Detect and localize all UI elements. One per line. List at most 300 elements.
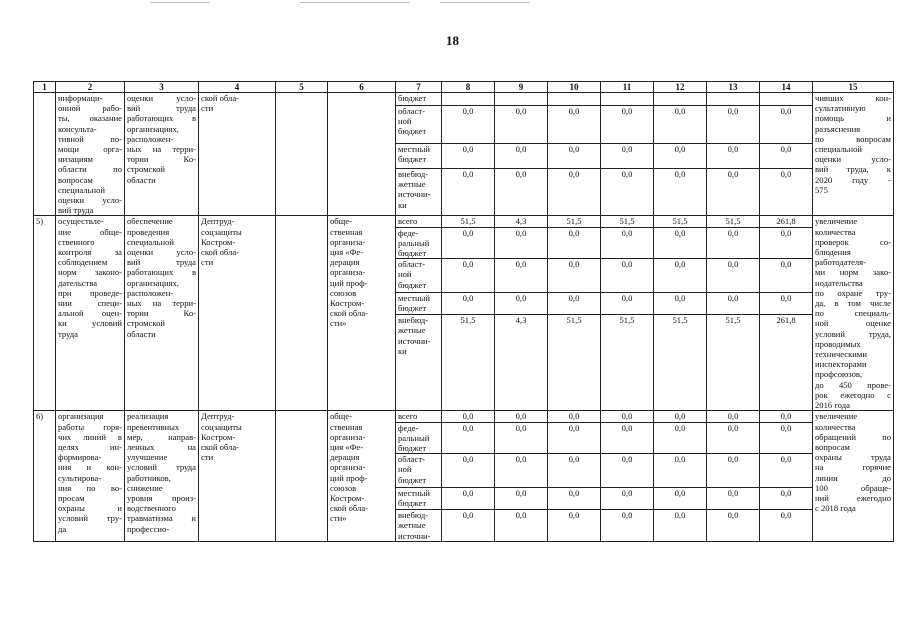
column-header-9: 9 (495, 82, 548, 93)
funding-source (396, 259, 442, 293)
amount-cell: 0,0 (548, 411, 601, 422)
content-cell-line: ных на терри- (127, 298, 196, 309)
page-number: 18 (446, 33, 459, 48)
row-number: 6) (34, 411, 56, 541)
page-top-rule (440, 2, 530, 3)
amount-cell: 0,0 (707, 227, 760, 259)
amount-cell: 0,0 (760, 510, 813, 542)
amount-cell: 0,0 (548, 169, 601, 216)
amount-cell (760, 93, 813, 106)
funding-source-line: феде- (398, 227, 419, 238)
amount-cell: 0,0 (654, 454, 707, 488)
funding-source-line: местный (398, 293, 431, 304)
content-cell-line: оценки усло- (127, 247, 196, 258)
measure-cell-line: вий труда (58, 205, 94, 216)
funding-source (396, 293, 442, 315)
measure-cell (56, 411, 125, 541)
measure-cell-line: нии специ- (58, 298, 122, 309)
content-cell-line: реализация (127, 411, 169, 422)
amount-cell: 0,0 (548, 510, 601, 542)
executor-cell-line: Дептруд- (201, 411, 235, 422)
funding-source (396, 315, 442, 411)
result-cell-line: да, в том числе (815, 298, 891, 309)
empty-cell (276, 93, 328, 216)
row-number (34, 93, 56, 216)
amount-cell: 0,0 (548, 259, 601, 293)
measure-cell-line: оценки усло- (58, 195, 122, 206)
column-number-row (34, 82, 894, 93)
funding-source (396, 144, 442, 169)
measure-cell-line: специальной (58, 184, 106, 195)
partners-cell (328, 216, 396, 411)
measure-cell-line: вопросам (58, 174, 93, 185)
partners-cell-line: ций проф- (330, 277, 368, 288)
measure-cell-line: норм законо- (58, 267, 122, 278)
table-row (34, 93, 894, 106)
partners-cell-line: ственная (330, 421, 363, 432)
funding-source-line: феде- (398, 422, 419, 433)
amount-cell: 51,5 (442, 216, 495, 227)
content-cell-line: ленных на (127, 441, 196, 452)
result-cell-line: 100 обраще- (815, 482, 891, 493)
result-cell-line: по охране тру- (815, 287, 891, 298)
result-cell-line: условий труда, (815, 328, 891, 339)
amount-cell: 0,0 (601, 422, 654, 454)
partners-cell-line: Костром- (330, 298, 365, 309)
executor-cell (199, 216, 276, 411)
content-cell-line: водственного (127, 503, 176, 514)
amount-cell: 51,5 (707, 216, 760, 227)
amount-cell: 0,0 (707, 169, 760, 216)
amount-cell: 0,0 (654, 169, 707, 216)
empty-cell (276, 216, 328, 411)
result-cell-line: по специаль- (815, 308, 891, 319)
content-cell-line: работников, (127, 472, 171, 483)
amount-cell: 51,5 (442, 315, 495, 411)
partners-cell-line: организа- (330, 236, 366, 247)
amount-cell: 0,0 (548, 227, 601, 259)
amount-cell: 0,0 (495, 510, 548, 542)
funding-source-line: ральный (398, 237, 430, 248)
measure-cell-line: охраны и (58, 503, 122, 514)
amount-cell: 0,0 (495, 105, 548, 143)
partners-cell-line: союзов (330, 287, 357, 298)
measure-cell-line: мощи орга- (58, 144, 122, 155)
amount-cell: 0,0 (442, 488, 495, 510)
partners-cell-line: союзов (330, 482, 357, 493)
result-cell-line: ми норм зако- (815, 267, 891, 278)
amount-cell: 0,0 (760, 422, 813, 454)
funding-source-line: област- (398, 259, 425, 270)
content-cell-line: профессио- (127, 523, 170, 534)
amount-cell: 0,0 (601, 411, 654, 422)
empty-cell (276, 411, 328, 541)
amount-cell: 0,0 (442, 293, 495, 315)
executor-cell-line: ской обла- (201, 247, 240, 258)
amount-cell: 51,5 (707, 315, 760, 411)
measure-cell-line: онной рабо- (58, 103, 122, 114)
table-row (34, 216, 894, 227)
executor-cell-line: Дептруд- (201, 216, 235, 227)
content-cell-line: вий труда (127, 257, 196, 268)
amount-cell: 0,0 (760, 169, 813, 216)
measure-cell-line: формирова- (58, 452, 102, 463)
content-cell-line: снижение (127, 482, 163, 493)
result-cell-line: ний ежегодно (815, 492, 891, 503)
amount-cell: 0,0 (760, 411, 813, 422)
measure-cell-line: низациям (58, 154, 93, 165)
executor-cell-line: Костром- (201, 431, 236, 442)
partners-cell-line: ской обла- (330, 308, 369, 319)
funding-source (396, 216, 442, 227)
measure-cell-line: контроля за (58, 247, 122, 258)
partners-cell-line: организа- (330, 462, 366, 473)
amount-cell: 0,0 (760, 227, 813, 259)
amount-cell: 0,0 (495, 169, 548, 216)
funding-source-line: всего (398, 216, 418, 227)
funding-source-line: бюджет (398, 93, 427, 103)
amount-cell: 0,0 (654, 144, 707, 169)
executor-cell-line: соцзащиты (201, 421, 242, 432)
content-cell-line: расположен- (127, 133, 174, 144)
table-row (34, 411, 894, 422)
content-cell-line: работающих в (127, 113, 196, 124)
measure-cell-line: сультирова- (58, 472, 102, 483)
amount-cell: 0,0 (442, 422, 495, 454)
funding-source (396, 227, 442, 259)
funding-source-line: ки (398, 345, 407, 356)
funding-source-line: ки (398, 199, 407, 210)
amount-cell: 0,0 (654, 105, 707, 143)
amount-cell: 0,0 (654, 488, 707, 510)
amount-cell: 0,0 (760, 488, 813, 510)
funding-source-line: внебюд- (398, 169, 429, 180)
amount-cell: 0,0 (548, 293, 601, 315)
column-header-8: 8 (442, 82, 495, 93)
amount-cell: 0,0 (442, 105, 495, 143)
measure-cell-line: дательства (58, 277, 98, 288)
amount-cell: 0,0 (601, 454, 654, 488)
column-header-3: 3 (125, 82, 199, 93)
funding-source-line: источни- (398, 335, 431, 346)
content-cell (125, 93, 199, 216)
amount-cell: 51,5 (601, 216, 654, 227)
partners-cell-line: ция «Фе- (330, 441, 364, 452)
funding-source-line: внебюд- (398, 510, 429, 521)
amount-cell: 0,0 (654, 259, 707, 293)
funding-source-line: ной (398, 115, 412, 126)
amount-cell: 0,0 (442, 227, 495, 259)
content-cell-line: стромской (127, 164, 165, 175)
amount-cell: 0,0 (707, 454, 760, 488)
amount-cell: 0,0 (760, 293, 813, 315)
amount-cell: 261,8 (760, 216, 813, 227)
column-header-5: 5 (276, 82, 328, 93)
measure-cell-line: организация (58, 411, 104, 422)
executor-cell-line: соцзащиты (201, 226, 242, 237)
measure-cell-line: условий тру- (58, 513, 122, 524)
amount-cell: 0,0 (707, 259, 760, 293)
amount-cell (442, 93, 495, 106)
partners-cell-line: сти» (330, 318, 347, 329)
content-cell-line: уровня произ- (127, 492, 196, 503)
program-table (33, 81, 894, 542)
funding-source (396, 93, 442, 106)
amount-cell: 0,0 (707, 105, 760, 143)
content-cell-line: организациях, (127, 123, 179, 134)
measure-cell-line: работы горя- (58, 421, 122, 432)
measure-cell-line: альной оцен- (58, 308, 122, 319)
measure-cell-line: ственного (58, 236, 95, 247)
content-cell-line: проведения (127, 226, 170, 237)
amount-cell (495, 93, 548, 106)
result-cell-line: линии до (815, 472, 891, 483)
partners-cell-line: Костром- (330, 492, 365, 503)
funding-source-line: бюджет (398, 126, 427, 137)
amount-cell: 0,0 (495, 422, 548, 454)
page-top-rule (150, 2, 210, 3)
content-cell-line: области (127, 174, 156, 185)
page-top-rule (300, 2, 410, 3)
result-cell-line: охраны труда (815, 452, 891, 463)
amount-cell: 0,0 (654, 227, 707, 259)
measure-cell-line: ние обще- (58, 226, 122, 237)
measure-cell-line: да (58, 523, 67, 534)
amount-cell: 261,8 (760, 315, 813, 411)
amount-cell: 0,0 (442, 510, 495, 542)
content-cell-line: организациях, (127, 277, 179, 288)
result-cell-line: 575 (815, 184, 828, 195)
measure-cell-line: ния по во- (58, 482, 122, 493)
measure-cell-line: просам (58, 492, 85, 503)
result-cell-line: до 450 прове- (815, 379, 891, 390)
amount-cell: 0,0 (495, 227, 548, 259)
result-cell-line: по вопросам (815, 133, 891, 144)
executor-cell-line: сти (201, 452, 214, 463)
executor-cell (199, 93, 276, 216)
partners-cell-line: ской обла- (330, 503, 369, 514)
result-cell-line: вий труда, к (815, 164, 891, 175)
amount-cell: 0,0 (707, 488, 760, 510)
amount-cell (654, 93, 707, 106)
partners-cell-line: дерация (330, 452, 360, 463)
amount-cell: 0,0 (654, 293, 707, 315)
content-cell-line: расположен- (127, 287, 174, 298)
result-cell-line: увеличение (815, 411, 858, 422)
funding-source-line: бюджет (398, 474, 427, 485)
funding-source-line: бюджет (398, 498, 427, 509)
result-cell-line: специальной (815, 144, 863, 155)
content-cell-line: оценки усло- (127, 93, 196, 103)
result-cell-line: рок ежегодно с (815, 389, 891, 400)
amount-cell: 0,0 (495, 293, 548, 315)
funding-source-line: жетные (398, 325, 426, 336)
amount-cell: 0,0 (548, 144, 601, 169)
content-cell-line: ных на терри- (127, 144, 196, 155)
executor-cell-line: ской обла- (201, 441, 240, 452)
result-cell-line: 2020 году - (815, 174, 891, 185)
result-cell-line: проверок со- (815, 236, 891, 247)
funding-source-line: ной (398, 464, 412, 475)
column-header-2: 2 (56, 82, 125, 93)
partners-cell-line: сти» (330, 513, 347, 524)
column-header-1: 1 (34, 82, 56, 93)
funding-source-line: бюджет (398, 154, 427, 165)
result-cell-line: ной оценке (815, 318, 891, 329)
amount-cell: 0,0 (442, 259, 495, 293)
executor-cell-line: сти (201, 103, 214, 114)
amount-cell: 51,5 (654, 216, 707, 227)
content-cell-line: вий труда (127, 103, 196, 114)
amount-cell: 0,0 (548, 105, 601, 143)
column-header-10: 10 (548, 82, 601, 93)
result-cell-line: помощь и (815, 113, 891, 124)
executor-cell-line: ской обла- (201, 93, 240, 103)
partners-cell-line: ций проф- (330, 472, 368, 483)
amount-cell: 0,0 (654, 510, 707, 542)
result-cell-line: увеличение (815, 216, 858, 227)
column-header-7: 7 (396, 82, 442, 93)
row-number: 5) (34, 216, 56, 411)
result-cell-line: блюдения (815, 247, 851, 258)
executor-cell-line: сти (201, 257, 214, 268)
amount-cell: 0,0 (495, 454, 548, 488)
partners-cell (328, 93, 396, 216)
amount-cell: 0,0 (601, 144, 654, 169)
funding-source (396, 422, 442, 454)
funding-source (396, 510, 442, 542)
measure-cell-line: ки условий (58, 318, 122, 329)
amount-cell: 0,0 (707, 144, 760, 169)
amount-cell: 0,0 (495, 488, 548, 510)
funding-source-line: бюджет (398, 279, 427, 290)
measure-cell-line: области по (58, 164, 122, 175)
result-cell-line: оценки усло- (815, 154, 891, 165)
partners-cell-line: обще- (330, 216, 352, 227)
column-header-11: 11 (601, 82, 654, 93)
measure-cell-line: осуществле- (58, 216, 104, 227)
measure-cell (56, 93, 125, 216)
partners-cell-line: ция «Фе- (330, 247, 364, 258)
result-cell-line: работодателя- (815, 257, 866, 268)
amount-cell: 0,0 (654, 422, 707, 454)
content-cell-line: условий труда (127, 462, 196, 473)
measure-cell-line: консульта- (58, 123, 97, 134)
result-cell-line: вопросам (815, 441, 850, 452)
amount-cell: 0,0 (601, 259, 654, 293)
amount-cell: 0,0 (707, 422, 760, 454)
result-cell-line: обращений по (815, 431, 891, 442)
content-cell-line: травматизма и (127, 513, 196, 524)
funding-source-line: област- (398, 454, 425, 465)
funding-source (396, 488, 442, 510)
amount-cell: 0,0 (707, 510, 760, 542)
result-cell-line: чивших кон- (815, 93, 891, 103)
result-cell-line: на горячие (815, 462, 891, 473)
amount-cell (707, 93, 760, 106)
content-cell-line: работающих в (127, 267, 196, 278)
result-cell-line: с 2018 года (815, 503, 856, 514)
executor-cell (199, 411, 276, 541)
funding-source-line: област- (398, 105, 425, 116)
funding-source-line: жетные (398, 179, 426, 190)
funding-source-line: бюджет (398, 248, 427, 259)
funding-source-line: жетные (398, 520, 426, 531)
amount-cell: 0,0 (601, 510, 654, 542)
partners-cell-line: организа- (330, 431, 366, 442)
amount-cell: 0,0 (601, 293, 654, 315)
funding-source-line: ральный (398, 432, 430, 443)
funding-source-line: местный (398, 144, 431, 155)
amount-cell: 0,0 (654, 411, 707, 422)
partners-cell (328, 411, 396, 541)
column-header-14: 14 (760, 82, 813, 93)
amount-cell: 0,0 (760, 259, 813, 293)
result-cell-line: разъяснения (815, 123, 861, 134)
measure-cell-line: информаци- (58, 93, 103, 103)
amount-cell: 0,0 (601, 169, 654, 216)
amount-cell: 51,5 (654, 315, 707, 411)
content-cell-line: превентивных (127, 421, 180, 432)
funding-source (396, 169, 442, 216)
funding-source-line: источни- (398, 189, 431, 200)
funding-source-line: внебюд- (398, 315, 429, 326)
content-cell-line: области (127, 328, 156, 339)
column-header-13: 13 (707, 82, 760, 93)
result-cell-line: количества (815, 421, 856, 432)
content-cell (125, 411, 199, 541)
amount-cell: 0,0 (495, 259, 548, 293)
content-cell-line: мер, направ- (127, 431, 196, 442)
partners-cell-line: обще- (330, 411, 352, 422)
amount-cell: 0,0 (707, 411, 760, 422)
result-cell-line: нодательства (815, 277, 863, 288)
amount-cell: 0,0 (601, 105, 654, 143)
funding-source (396, 411, 442, 422)
amount-cell: 0,0 (495, 411, 548, 422)
content-cell-line: тории Ко- (127, 308, 196, 319)
column-header-12: 12 (654, 82, 707, 93)
amount-cell: 0,0 (601, 227, 654, 259)
result-cell-line: техническими (815, 349, 867, 360)
amount-cell: 4,3 (495, 315, 548, 411)
measure-cell (56, 216, 125, 411)
amount-cell: 0,0 (760, 454, 813, 488)
amount-cell: 0,0 (548, 488, 601, 510)
amount-cell: 0,0 (442, 411, 495, 422)
amount-cell (548, 93, 601, 106)
amount-cell: 0,0 (760, 105, 813, 143)
funding-source-line: местный (398, 488, 431, 499)
result-cell-line: количества (815, 226, 856, 237)
amount-cell: 0,0 (707, 293, 760, 315)
executor-cell-line: Костром- (201, 236, 236, 247)
content-cell-line: тории Ко- (127, 154, 196, 165)
column-header-4: 4 (199, 82, 276, 93)
partners-cell-line: дерация (330, 257, 360, 268)
amount-cell: 0,0 (442, 144, 495, 169)
result-cell (813, 93, 894, 216)
result-cell (813, 216, 894, 411)
result-cell-line: 2016 года (815, 400, 850, 411)
column-header-15: 15 (813, 82, 894, 93)
content-cell-line: улучшение (127, 452, 168, 463)
content-cell (125, 216, 199, 411)
amount-cell: 0,0 (442, 169, 495, 216)
amount-cell: 0,0 (548, 422, 601, 454)
partners-cell-line: организа- (330, 267, 366, 278)
amount-cell: 0,0 (495, 144, 548, 169)
